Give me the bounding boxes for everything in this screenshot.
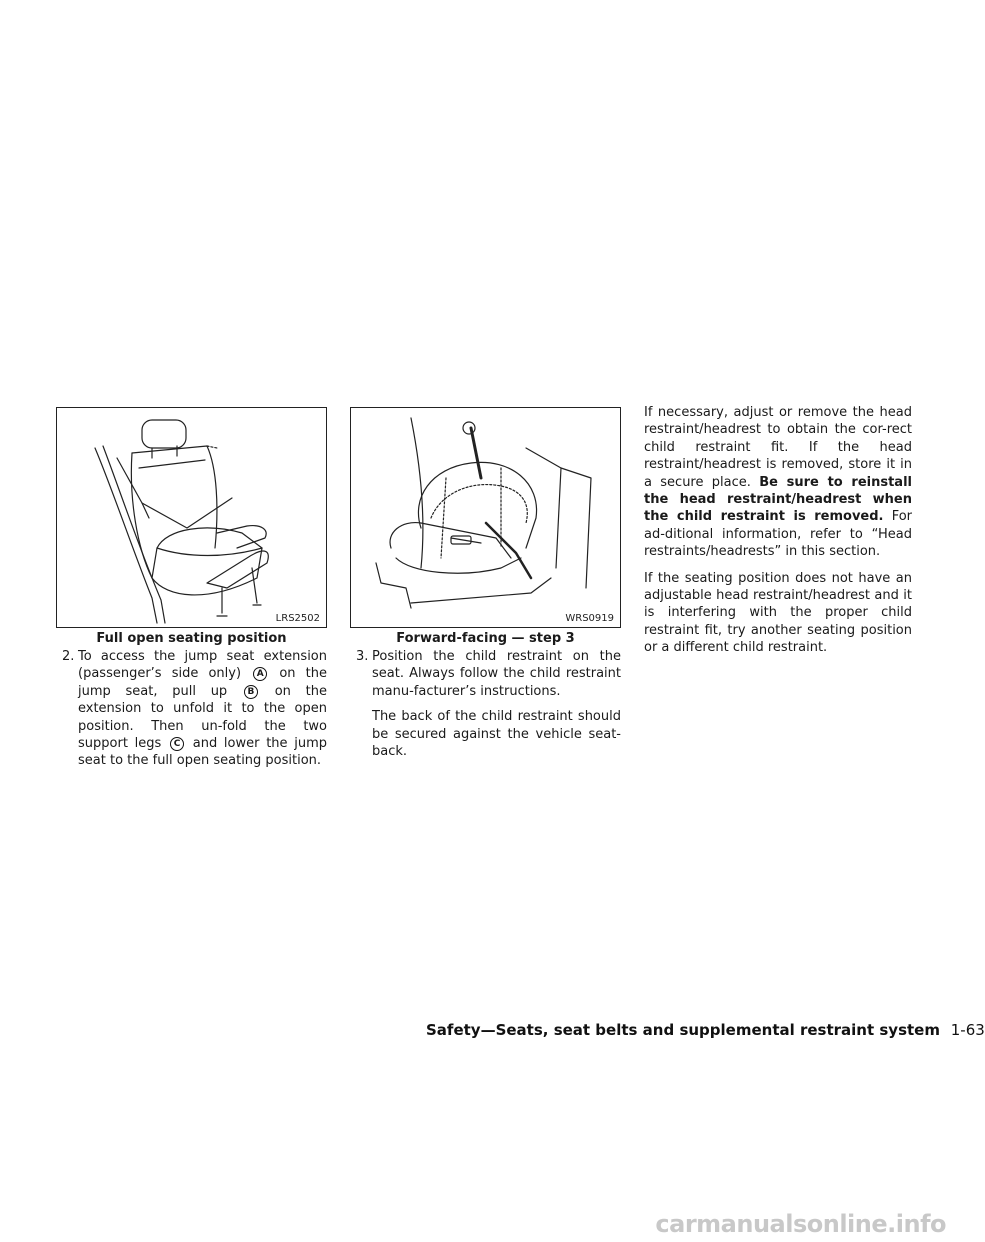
figure-caption: Full open seating position: [96, 631, 287, 646]
watermark: carmanualsonline.info: [655, 1210, 946, 1238]
step-number: 3.: [356, 649, 369, 664]
section-title: Safety—Seats, seat belts and supplemental restraint system: [426, 1021, 940, 1039]
step-text: Position the child restraint on the seat. Always follow the child restraint manu-facturer’s instructions.: [372, 649, 621, 699]
step-note: The back of the child restraint should be secured against the vehicle seat-back.: [372, 709, 621, 760]
callout-a-icon: A: [253, 667, 267, 681]
page-number: 1-63: [950, 1021, 985, 1039]
page-footer: [426, 1021, 985, 1039]
figure-jump-seat: [56, 407, 327, 628]
step-number: 2.: [62, 649, 75, 664]
step-2-text: [56, 648, 327, 770]
callout-c-icon: C: [170, 737, 184, 751]
paragraph: If the seating position does not have an adjustable head restraint/headrest and it is interfering with the proper child restraint fit, try another seating position or a different child restraint.: [644, 570, 912, 656]
child-restraint-illustration: [351, 408, 622, 629]
figure-caption: Forward-facing — step 3: [396, 631, 575, 646]
jump-seat-illustration: [57, 408, 328, 629]
step-text-part: and lower the jump seat to the full open seating position.: [78, 736, 328, 769]
figure-forward-facing: [350, 407, 621, 628]
step-3-text: [350, 648, 621, 760]
step-text-part: To access the jump seat extension (passenger’s side only): [78, 649, 327, 682]
step-text-part: on the jump seat, pull up: [78, 666, 327, 699]
head-restraint-text: [644, 404, 912, 657]
paragraph-text: If necessary, adjust or remove the head restraint/headrest to obtain the cor-rect child restraint fit. If the head restraint/headrest is removed, store it in a secure place.: [644, 405, 912, 490]
figure-code: LRS2502: [275, 613, 320, 624]
paragraph: [644, 404, 912, 561]
warning-text: Be sure to reinstall the head restraint/headrest when the child restraint is removed.: [644, 474, 912, 525]
paragraph-text: For ad-ditional information, refer to “Head restraints/headrests” in this section.: [644, 509, 912, 560]
step-text-part: on the extension to unfold it to the open position. Then un-fold the two support legs: [78, 683, 327, 752]
figure-code: WRS0919: [565, 613, 614, 624]
callout-b-icon: B: [244, 685, 258, 699]
